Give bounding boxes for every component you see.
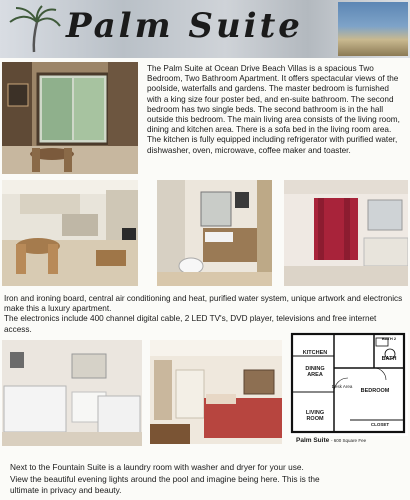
intro-paragraph-2: The kitchen is fully equipped including refrigerator with purified water, dishwasher, oven, microwave, coffee maker and toaster. (147, 135, 398, 155)
floor-plan-closet: CLOSET (370, 422, 390, 427)
floor-plan-bath-2: BATH 2 (381, 336, 397, 341)
floor-plan-size: - 600 Square Fee (331, 438, 367, 443)
beach-photo (338, 2, 408, 56)
master-bedroom-photo (150, 340, 282, 444)
intro-text (147, 64, 405, 156)
header-banner (0, 0, 410, 58)
master-bath-photo (284, 180, 408, 286)
footer-line-3: ultimate in privacy and beauty. (10, 485, 122, 495)
amenities-line-1: Iron and ironing board, central air conditioning and heat, purified water system, unique artwork and electronics make this a luxury apartment. (4, 294, 403, 314)
amenities-text (4, 294, 406, 335)
kitchen-dining-photo (2, 180, 138, 286)
amenities-line-2: The electronics include 400 channel digital cable, 2 LED TV's, DVD player, televisions and free internet access. (4, 314, 377, 334)
floor-plan-bedroom: BEDROOM (360, 388, 390, 394)
bathroom-photo (157, 180, 272, 286)
living-room-photo (2, 62, 138, 174)
floor-plan-kitchen: KITCHEN (302, 350, 328, 356)
floor-plan-dining: DINING AREA (305, 366, 325, 378)
palm-tree-icon (6, 4, 62, 54)
footer-line-2: View the beautiful evening lights around the pool and imagine being here. This is the (10, 473, 320, 484)
floor-plan-bath: BATH (381, 356, 397, 362)
floor-plan-living-room: LIVING ROOM (305, 410, 325, 422)
floor-plan-title: Palm Suite (296, 437, 330, 444)
floor-plan-desk-area: Desk Area (331, 384, 353, 389)
floor-plan-caption (296, 437, 366, 444)
footer-line-1: Next to the Fountain Suite is a laundry room with washer and dryer for your use. (10, 462, 304, 472)
page-title: Palm Suite (66, 6, 303, 46)
second-bedroom-photo (2, 340, 142, 446)
footer-text (10, 462, 406, 497)
intro-paragraph-1: The Palm Suite at Ocean Drive Beach Villas is a spacious Two Bedroom, Two Bathroom Apartment. It offers spectacular views of the poolside, waterfalls and gardens. The master bedroom is furnished with a king size four poster bed, and en-suite bathroom. The second bedroom has two single beds. The second bathroom is in the hall outside this bedroom. The main living area consists of the living room, dining and kitchen area. There is a sofa bed in the living room area. (147, 64, 400, 135)
floor-plan (290, 332, 408, 436)
